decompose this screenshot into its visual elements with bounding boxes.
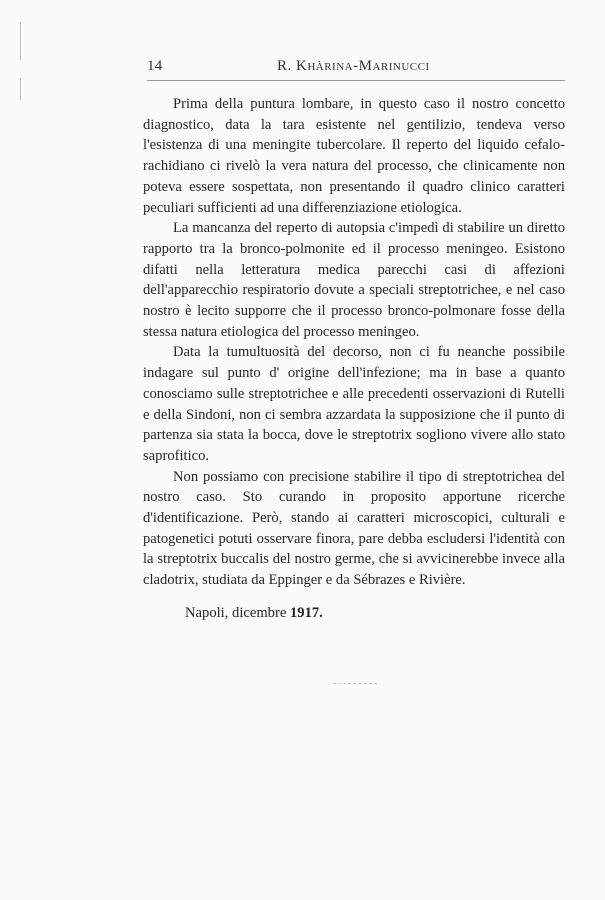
- body-text: [143, 94, 565, 591]
- scan-edge-line-middle: [20, 78, 21, 100]
- scan-edge-line-top: [20, 22, 21, 60]
- paragraph: Data la tumultuosità del decorso, non ci fu neanche possibile indagare sul punto d' origine dell'infezione; ma in base a quanto conosciamo sulle streptotrichee e alle precedenti osservazioni di Rutelli e della Sindoni, non ci sembra azzardata la supposizione che il punto di partenza sia stata la bocca, dove le streptotrix sogliono vivere allo stato saprofitico.: [143, 344, 565, 464]
- signoff-place-date: Napoli, dicembre: [185, 605, 287, 621]
- closing-ornament: [333, 683, 377, 684]
- paragraph: La mancanza del reperto di autopsia c'impedì di stabilire un diretto rapporto tra la bronco-polmonite ed il processo meningeo. Esistono difatti nella letteratura medica parecchi casi di affezioni dell'apparecchio respiratorio dovute a speciali streptotrichee, e nel caso nostro è lecito supporre che il processo bronco-polmonare fosse della stessa natura etiologica del processo meningeo.: [143, 220, 565, 340]
- paragraph: Prima della puntura lombare, in questo caso il nostro concetto diagnostico, data la tara esistente nel gentilizio, tendeva verso l'esistenza di una meningite tubercolare. Il reperto del liquido cefalo-rachidiano ci rivelò la vera natura del processo, che clinicamente non poteva essere sospettata, non presentando il quadro clinico caratteri peculiari sufficienti ad una differenziazione etiologica.: [143, 96, 565, 216]
- paragraph: Non possiamo con precisione stabilire il tipo di streptotrichea del nostro caso. Sto curando in proposito apportune ricerche d'identificazione. Però, stando ai caratteri microscopici, culturali e patogenetici potuti osservare finora, pare debba escludersi l'identità con la streptotrix buccalis del nostro germe, che si avvicinerebbe invece alla cladotrix, studiata da Eppinger e da Sébrazes e Rivière.: [143, 468, 565, 589]
- page-header: [147, 58, 565, 80]
- page-number: 14: [147, 58, 163, 74]
- running-head: R. Khàrina-Marinucci: [277, 58, 430, 74]
- signoff-year: 1917.: [289, 605, 323, 621]
- signoff: [185, 605, 323, 622]
- header-rule: [147, 80, 565, 81]
